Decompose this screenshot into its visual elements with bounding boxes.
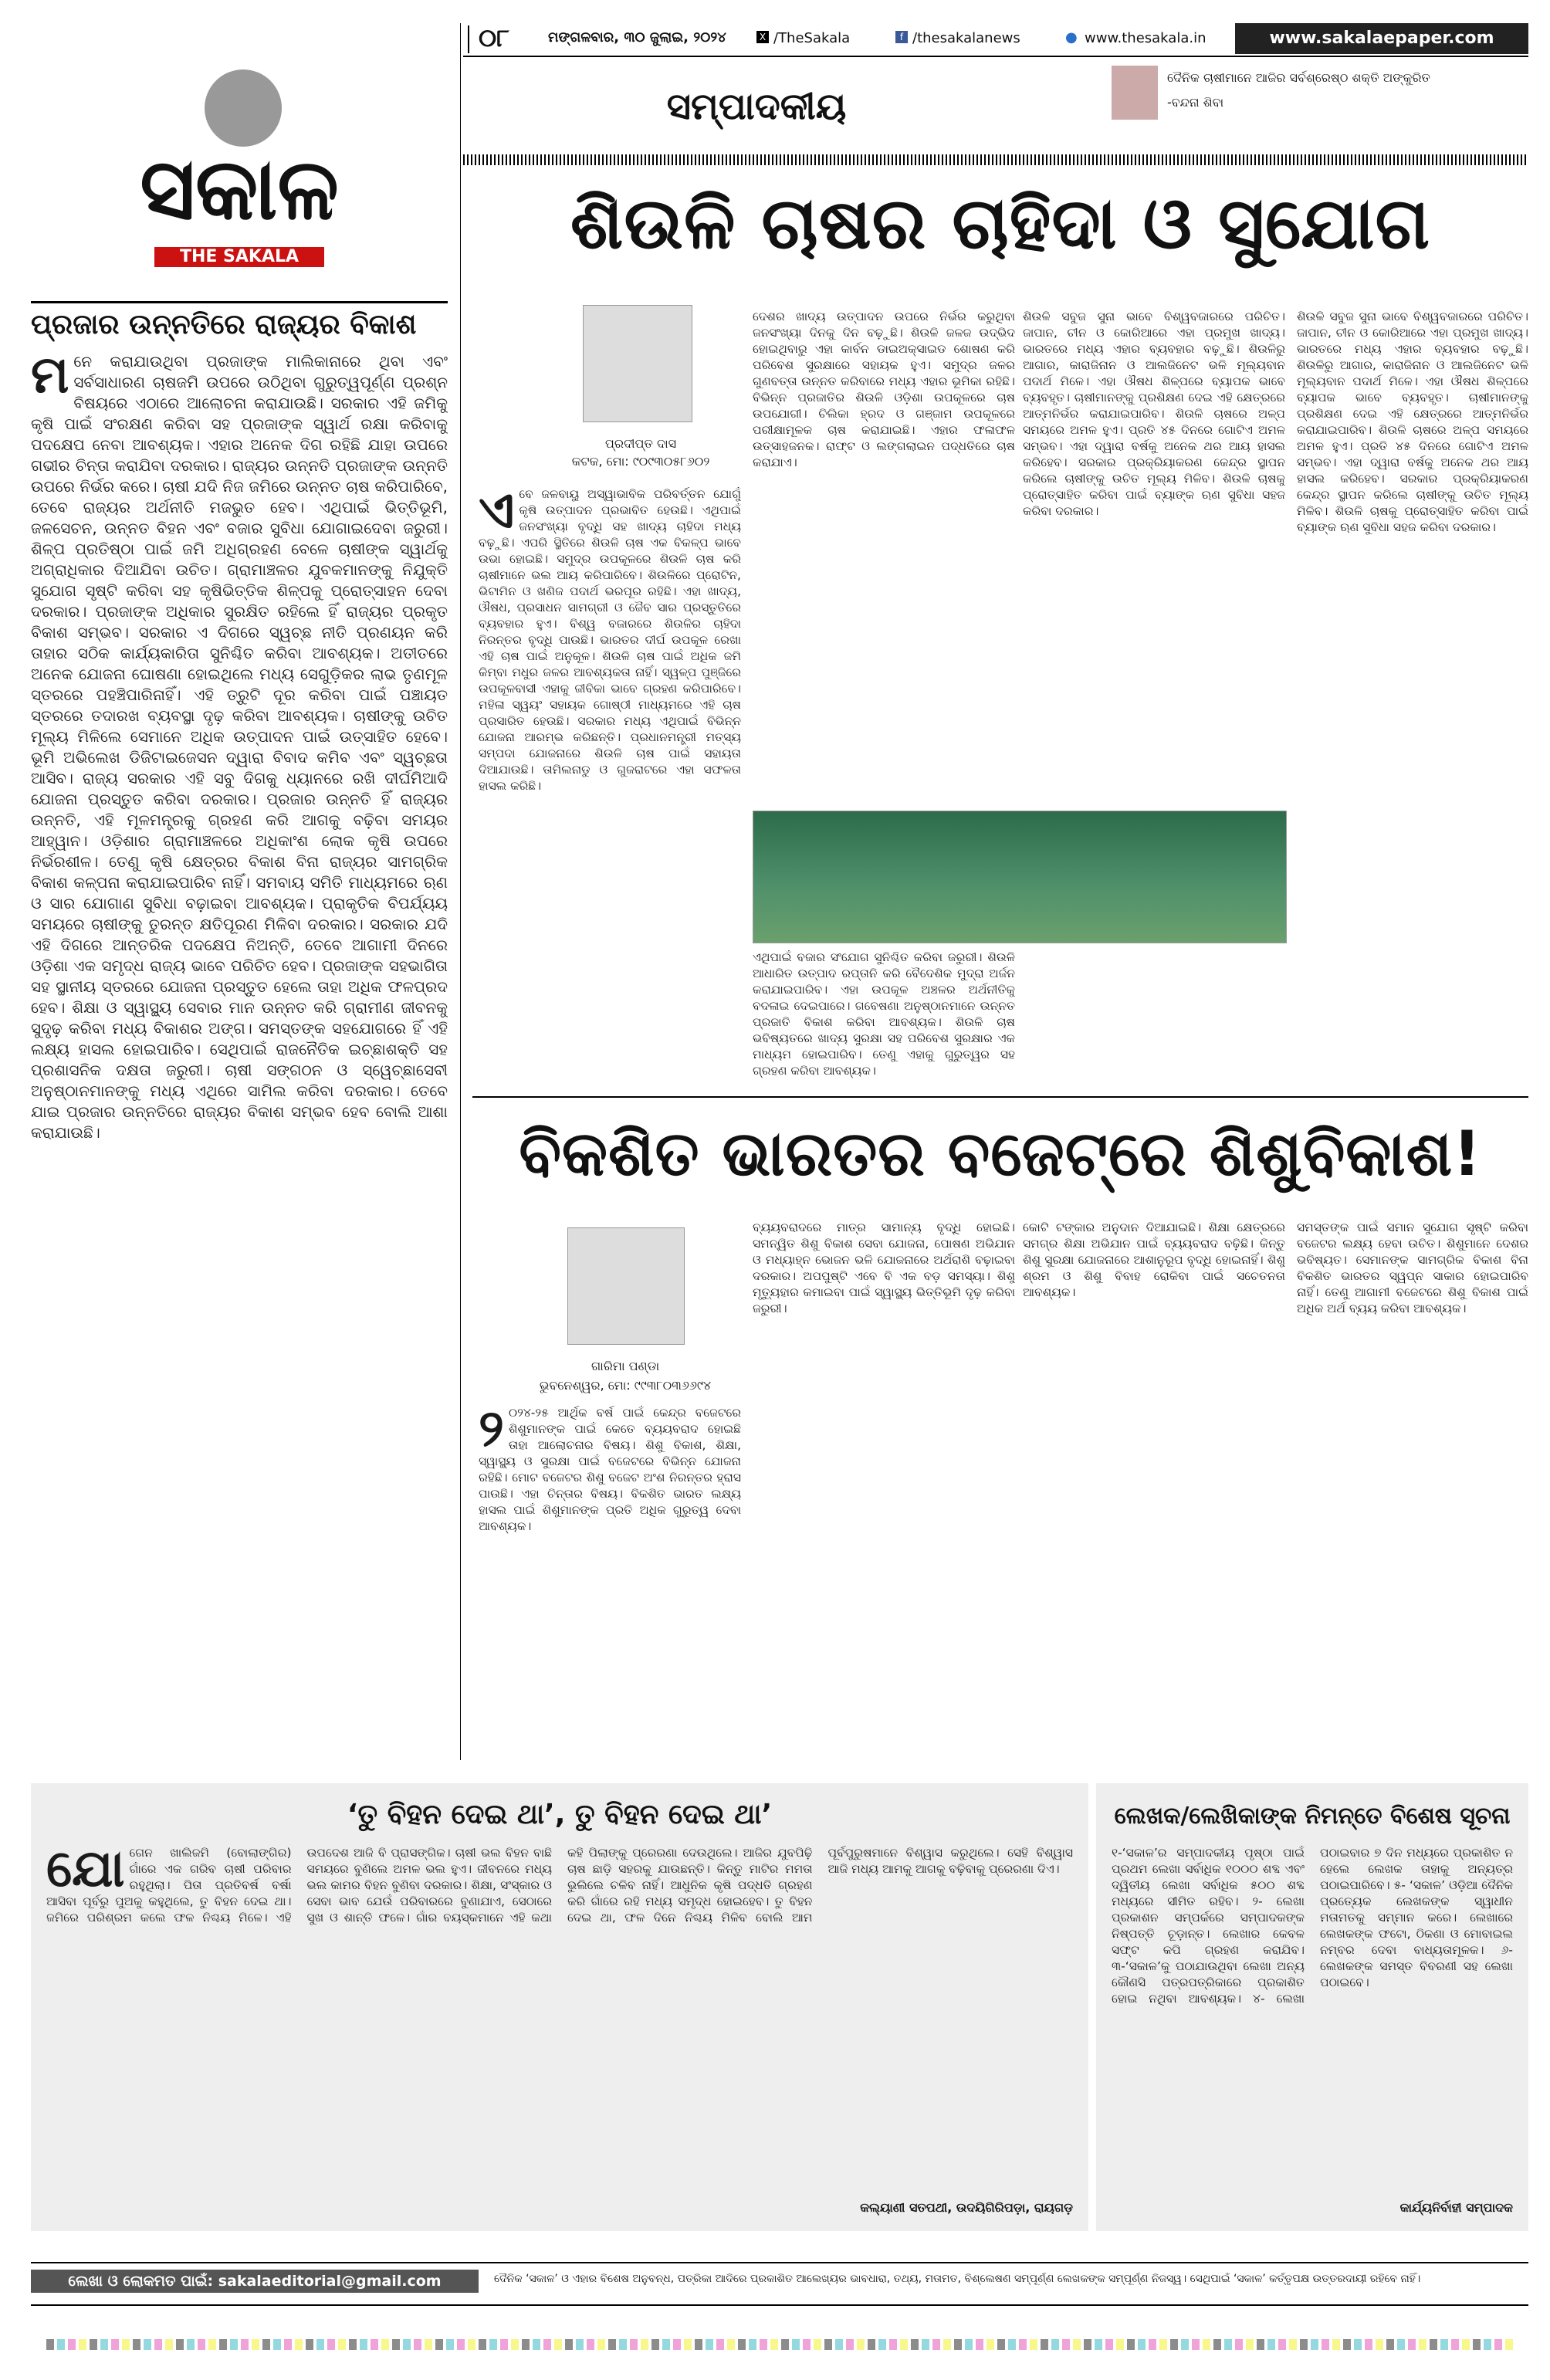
article2-author: ଗାରିମା ପଣ୍ଡା [591, 1359, 660, 1373]
article1-col2b-text: ଏଥିପାଇଁ ବଜାର ସଂଯୋଗ ସୁନିଶ୍ଚିତ କରିବା ଜରୁରୀ। ଶିଉଳି ଆଧାରିତ ଉତ୍ପାଦ ରପ୍ତାନି କରି ବୈଦେଶିକ ମୁଦ୍ରା ଅର୍ଜନ କରାଯାଇପାରିବ। ଏହା ଉପକୂଳ ଅଞ୍ଚଳର ଅର୍ଥନୀତିକୁ ବଦଳାଇ ଦେଇପାରେ। ଗବେଷଣା ଅନୁଷ୍ଠାନମାନେ ଉନ୍ନତ ପ୍ରଜାତି ବିକାଶ କରିବା ଆବଶ୍ୟକ। ଶିଉଳି ଚାଷ ଭବିଷ୍ୟତରେ ଖାଦ୍ୟ ସୁରକ୍ଷା ସହ ପରିବେଶ ସୁରକ୍ଷାର ଏକ ମାଧ୍ୟମ ହୋଇପାରିବ। ତେଣୁ ଏହାକୁ ଗୁରୁତ୍ୱର ସହ ଗ୍ରହଣ କରିବା ଆବଶ୍ୟକ। [753, 950, 1015, 1078]
reader-headline: ‘ତୁ ବିହନ ଦେଇ ଥା’, ତୁ ବିହନ ଦେଇ ଥା’ [347, 1799, 773, 1830]
article1-col4 [1297, 309, 1528, 1088]
logo-en-strip: THE SAKALA [154, 247, 324, 267]
article1-author: ପ୍ରଦୀପ୍ତ ଦାସ [604, 436, 677, 451]
issue-date: ମଙ୍ଗଳବାର, ୩୦ ଜୁଲାଇ, ୨୦୨୪ [548, 29, 726, 46]
left-dropcap: ମ [31, 351, 69, 405]
article1-headline: ଶିଉଳି ଚାଷର ଚାହିଦା ଓ ସୁଯୋଗ [570, 182, 1431, 265]
logo-text: ସକାଳ [140, 140, 339, 239]
masthead [31, 23, 448, 278]
article2-dropcap: ୨ [479, 1405, 504, 1458]
article2-author-place: ଭୁବନେଶ୍ୱର, ମୋ: ୯୯୩୮୦୩୬୬୯୪ [539, 1378, 712, 1393]
epaper-link[interactable]: www.sakalaepaper.com [1235, 23, 1528, 54]
notice-box [1096, 1783, 1528, 2231]
quote-box [1112, 66, 1544, 127]
article1-col2-text: ଦେଶର ଖାଦ୍ୟ ଉତ୍ପାଦନ ଉପରେ ନିର୍ଭର କରୁଥିବା ଜନସଂଖ୍ୟା ଦିନକୁ ଦିନ ବଢ଼ୁଛି। ଶିଉଳି ଜଳଜ ଉଦ୍ଭିଦ ହୋଇଥିବାରୁ ଏହା କାର୍ବନ ଡାଇଅକ୍ସାଇଡ ଶୋଷଣ କରି ପରିବେଶ ସୁରକ୍ଷାରେ ସହାୟକ ହୁଏ। ସମୁଦ୍ର ଜଳର ଗୁଣବତ୍ତା ଉନ୍ନତ କରିବାରେ ମଧ୍ୟ ଏହାର ଭୂମିକା ରହିଛି। ବିଭିନ୍ନ ପ୍ରଜାତିର ଶିଉଳି ଓଡ଼ିଶା ଉପକୂଳରେ ଚାଷ ଉପଯୋଗୀ। ଚିଲିକା ହ୍ରଦ ଓ ଗଞ୍ଜାମ ଉପକୂଳରେ ପରୀକ୍ଷାମୂଳକ ଚାଷ କରାଯାଇଛି। ଏହାର ଫଳାଫଳ ଉତ୍ସାହଜନକ। ରାଫ୍ଟ ଓ ଲଙ୍ଗଲାଇନ ପଦ୍ଧତିରେ ଚାଷ କରାଯାଏ। [753, 310, 1015, 469]
quote-text: ଦୈନିକ ଚାଷୀମାନେ ଆଜିର ସର୍ବଶ୍ରେଷ୍ଠ ଶକ୍ତି ଅଙ୍କୁରିତ [1167, 70, 1430, 85]
reader-dropcap: ଯୋ [46, 1845, 125, 1898]
reader-body-text: ଗେନ ଖାଲିଜମି (ବୋଲାଙ୍ଗିର) ଗାଁରେ ଏକ ଗରିବ ଚାଷୀ ପରିବାର ରହୁଥିଲା। ପିତା ପ୍ରତିବର୍ଷ ବର୍ଷା ଆସିବା ପୂର୍ବରୁ ପୁଅକୁ କହୁଥିଲେ, ତୁ ବିହନ ଦେଇ ଥା। ଜମିରେ ପରିଶ୍ରମ କଲେ ଫଳ ନିଶ୍ଚୟ ମିଳେ। ଏହି ଉପଦେଶ ଆଜି ବି ପ୍ରାସଙ୍ଗିକ। ଚାଷୀ ଭଲ ବିହନ ବାଛି ସମୟରେ ବୁଣିଲେ ଅମଳ ଭଲ ହୁଏ। ଜୀବନରେ ମଧ୍ୟ ଭଲ କାମର ବିହନ ବୁଣିବା ଦରକାର। ଶିକ୍ଷା, ସଂସ୍କାର ଓ ସେବା ଭାବ ଯେଉଁ ପରିବାରରେ ବୁଣାଯାଏ, ସେଠାରେ ସୁଖ ଓ ଶାନ୍ତି ଫଳେ। ଗାଁର ବୟସ୍କମାନେ ଏହି କଥା କହି ପିଲାଙ୍କୁ ପ୍ରେରଣା ଦେଉଥିଲେ। ଆଜିର ଯୁବପିଢ଼ି ଚାଷ ଛାଡ଼ି ସହରକୁ ଯାଉଛନ୍ତି। କିନ୍ତୁ ମାଟିର ମମତା ଭୁଲିଲେ ଚଳିବ ନାହିଁ। ଆଧୁନିକ କୃଷି ପଦ୍ଧତି ଗ୍ରହଣ କରି ଗାଁରେ ରହି ମଧ୍ୟ ସମୃଦ୍ଧ ହୋଇହେବ। ତୁ ବିହନ ଦେଇ ଥା, ଫଳ ଦିନେ ନିଶ୍ଚୟ ମିଳିବ ବୋଲି ଆମ ପୂର୍ବପୁରୁଷମାନେ ବିଶ୍ୱାସ କରୁଥିଲେ। ସେହି ବିଶ୍ୱାସ ଆଜି ମଧ୍ୟ ଆମକୁ ଆଗକୁ ବଢ଼ିବାକୁ ପ୍ରେରଣା ଦିଏ। [46, 1846, 1073, 1925]
notice-signature: କାର୍ଯ୍ୟନିର୍ବାହୀ ସମ୍ପାଦକ [1399, 2200, 1513, 2215]
color-registration-strip [46, 2339, 1513, 2350]
article2-headline: ବିକଶିତ ଭାରତର ବଜେଟ୍‌ରେ ଶିଶୁବିକାଶ! [519, 1118, 1482, 1190]
article1-col3 [1023, 309, 1285, 807]
footer-email[interactable]: ଲେଖା ଓ ଲୋକମତ ପାଇଁ: sakalaeditorial@gmail.com [31, 2270, 479, 2293]
article1-col2b [753, 950, 1015, 1088]
article1-author-photo [583, 305, 692, 422]
top-bar [463, 23, 1528, 57]
twitter-icon: X [756, 31, 769, 43]
notice-body-text: ୧-‘ସକାଳ’ର ସମ୍ପାଦକୀୟ ପୃଷ୍ଠା ପାଇଁ ପ୍ରଥମ ଲେଖା ସର୍ବାଧିକ ୧୦୦୦ ଶବ୍ଦ ଏବଂ ଦ୍ୱିତୀୟ ଲେଖା ସର୍ବାଧିକ ୫୦୦ ଶବ୍ଦ ମଧ୍ୟରେ ସୀମିତ ରହିବ। ୨- ଲେଖା ପ୍ରକାଶନ ସମ୍ପର୍କରେ ସମ୍ପାଦକଙ୍କ ନିଷ୍ପତ୍ତି ଚୂଡ଼ାନ୍ତ। ଲେଖାର କେବଳ ସଫ୍ଟ କପି ଗ୍ରହଣ କରାଯିବ। ୩-‘ସକାଳ’କୁ ପଠାଯାଉଥିବା ଲେଖା ଅନ୍ୟ କୌଣସି ପତ୍ରପତ୍ରିକାରେ ପ୍ରକାଶିତ ହୋଇ ନଥିବା ଆବଶ୍ୟକ। ୪- ଲେଖା ପଠାଇବାର ୭ ଦିନ ମଧ୍ୟରେ ପ୍ରକାଶିତ ନ ହେଲେ ଲେଖକ ତାହାକୁ ଅନ୍ୟତ୍ର ପଠାଇପାରିବେ। ୫- ‘ସକାଳ’ ଓଡ଼ିଆ ଦୈନିକ ପ୍ରତ୍ୟେକ ଲେଖକଙ୍କ ସ୍ୱାଧୀନ ମତାମତକୁ ସମ୍ମାନ କରେ। ଲେଖାରେ ଲେଖକଙ୍କ ଫଟୋ, ଠିକଣା ଓ ମୋବାଇଲ ନମ୍ବର ଦେବା ବାଧ୍ୟତାମୂଳକ। ୬- ଲେଖକଙ୍କ ସମସ୍ତ ବିବରଣୀ ସହ ଲେଖା ପଠାଇବେ। [1112, 1846, 1513, 2006]
article1-seaweed-photo [753, 811, 1287, 943]
globe-icon: ● [1065, 29, 1078, 46]
article2-col1 [479, 1405, 741, 1749]
twitter-handle[interactable]: /TheSakala [773, 30, 851, 46]
left-headline: ପ୍ରଜାର ଉନ୍ନତିରେ ରାଜ୍ୟର ବିକାଶ [31, 309, 417, 340]
article2-author-photo [567, 1227, 685, 1345]
article2-col4-text: ସମସ୍ତଙ୍କ ପାଇଁ ସମାନ ସୁଯୋଗ ସୃଷ୍ଟି କରିବା ବଜେଟର ଲକ୍ଷ୍ୟ ହେବା ଉଚିତ। ଶିଶୁମାନେ ଦେଶର ଭବିଷ୍ୟତ। ସେମାନଙ୍କ ସାମଗ୍ରିକ ବିକାଶ ବିନା ବିକଶିତ ଭାରତର ସ୍ୱପ୍ନ ସାକାର ହୋଇପାରିବ ନାହିଁ। ତେଣୁ ଆଗାମୀ ବଜେଟରେ ଶିଶୁ ବିକାଶ ପାଇଁ ଅଧିକ ଅର୍ଥ ବ୍ୟୟ କରିବା ଆବଶ୍ୟକ। [1297, 1220, 1528, 1315]
article2-col3 [1023, 1220, 1285, 1749]
footer-disclaimer: ଦୈନିକ ‘ସକାଳ’ ଓ ଏହାର ବିଶେଷ ଅନୁବନ୍ଧ, ପତ୍ରିକା ଆଦିରେ ପ୍ରକାଶିତ ଆଲେଖ୍ୟର ଭାବଧାରା, ତଥ୍ୟ, ମତାମତ, ବିଶ୍ଲେଷଣ ସମ୍ପୂର୍ଣ୍ଣ ଲେଖକଙ୍କ ସମ୍ପୂର୍ଣ୍ଣ ନିଜସ୍ୱ। ସେଥିପାଇଁ ‘ସକାଳ’ କର୍ତ୍ତୃପକ୍ଷ ଉତ୍ତରଦାୟୀ ରହିବେ ନାହିଁ। [494, 2273, 1421, 2285]
article1-dropcap: ଏ [479, 486, 515, 540]
article1-author-place: କଟକ, ମୋ: ୯୦୯୩୦୫୮୬୦୨ [571, 454, 710, 469]
article2-col2 [753, 1220, 1015, 1749]
reader-box [31, 1783, 1088, 2231]
website-link[interactable]: www.thesakala.in [1085, 30, 1206, 46]
article1-col3-text: ଶିଉଳି ସବୁଜ ସୁନା ଭାବେ ବିଶ୍ୱବଜାରରେ ପରିଚିତ। ଜାପାନ, ଚୀନ ଓ କୋରିଆରେ ଏହା ପ୍ରମୁଖ ଖାଦ୍ୟ। ଭାରତରେ ମଧ୍ୟ ଏହାର ବ୍ୟବହାର ବଢ଼ୁଛି। ଶିଉଳିରୁ ଆଗାର, କାରାଜିନାନ ଓ ଆଲଜିନେଟ ଭଳି ମୂଲ୍ୟବାନ ପଦାର୍ଥ ମିଳେ। ଏହା ଔଷଧ ଶିଳ୍ପରେ ବ୍ୟାପକ ଭାବେ ବ୍ୟବହୃତ। ଚାଷୀମାନଙ୍କୁ ପ୍ରଶିକ୍ଷଣ ଦେଇ ଏହି କ୍ଷେତ୍ରରେ ଆତ୍ମନିର୍ଭର କରାଯାଇପାରିବ। ଶିଉଳି ଚାଷରେ ଅଳ୍ପ ସମୟରେ ଅମଳ ହୁଏ। ପ୍ରତି ୪୫ ଦିନରେ ଗୋଟିଏ ଅମଳ ସମ୍ଭବ। ଏହା ଦ୍ୱାରା ବର୍ଷକୁ ଅନେକ ଥର ଆୟ ହାସଲ କରିହେବ। ସରକାର ପ୍ରକ୍ରିୟାକରଣ କେନ୍ଦ୍ର ସ୍ଥାପନ କରିଲେ ଚାଷୀଙ୍କୁ ଉଚିତ ମୂଲ୍ୟ ମିଳିବ। ଶିଉଳି ଚାଷକୁ ପ୍ରୋତ୍ସାହିତ କରିବା ପାଇଁ ବ୍ୟାଙ୍କ ଋଣ ସୁବିଧା ସହଜ କରିବା ଦରକାର। [1023, 310, 1285, 518]
article1-col1 [479, 486, 741, 1088]
article2-col1-text: ୦୨୪-୨୫ ଆର୍ଥିକ ବର୍ଷ ପାଇଁ କେନ୍ଦ୍ର ବଜେଟରେ ଶିଶୁମାନଙ୍କ ପାଇଁ କେତେ ବ୍ୟୟବରାଦ ହୋଇଛି ତାହା ଆଲୋଚନାର ବିଷୟ। ଶିଶୁ ବିକାଶ, ଶିକ୍ଷା, ସ୍ୱାସ୍ଥ୍ୟ ଓ ସୁରକ୍ଷା ପାଇଁ ବଜେଟରେ ବିଭିନ୍ନ ଯୋଜନା ରହିଛି। ମୋଟ ବଜେଟର ଶିଶୁ ବଜେଟ ଅଂଶ ନିରନ୍ତର ହ୍ରାସ ପାଉଛି। ଏହା ଚିନ୍ତାର ବିଷୟ। ବିକଶିତ ଭାରତ ଲକ୍ଷ୍ୟ ହାସଲ ପାଇଁ ଶିଶୁମାନଙ୍କ ପ୍ରତି ଅଧିକ ଗୁରୁତ୍ୱ ଦେବା ଆବଶ୍ୟକ। [479, 1406, 741, 1533]
article1-col4-text: ଶିଉଳି ସବୁଜ ସୁନା ଭାବେ ବିଶ୍ୱବଜାରରେ ପରିଚିତ। ଜାପାନ, ଚୀନ ଓ କୋରିଆରେ ଏହା ପ୍ରମୁଖ ଖାଦ୍ୟ। ଭାରତରେ ମଧ୍ୟ ଏହାର ବ୍ୟବହାର ବଢ଼ୁଛି। ଶିଉଳିରୁ ଆଗାର, କାରାଜିନାନ ଓ ଆଲଜିନେଟ ଭଳି ମୂଲ୍ୟବାନ ପଦାର୍ଥ ମିଳେ। ଏହା ଔଷଧ ଶିଳ୍ପରେ ବ୍ୟାପକ ଭାବେ ବ୍ୟବହୃତ। ଚାଷୀମାନଙ୍କୁ ପ୍ରଶିକ୍ଷଣ ଦେଇ ଏହି କ୍ଷେତ୍ରରେ ଆତ୍ମନିର୍ଭର କରାଯାଇପାରିବ। ଶିଉଳି ଚାଷରେ ଅଳ୍ପ ସମୟରେ ଅମଳ ହୁଏ। ପ୍ରତି ୪୫ ଦିନରେ ଗୋଟିଏ ଅମଳ ସମ୍ଭବ। ଏହା ଦ୍ୱାରା ବର୍ଷକୁ ଅନେକ ଥର ଆୟ ହାସଲ କରିହେବ। ସରକାର ପ୍ରକ୍ରିୟାକରଣ କେନ୍ଦ୍ର ସ୍ଥାପନ କରିଲେ ଚାଷୀଙ୍କୁ ଉଚିତ ମୂଲ୍ୟ ମିଳିବ। ଶିଉଳି ଚାଷକୁ ପ୍ରୋତ୍ସାହିତ କରିବା ପାଇଁ ବ୍ୟାଙ୍କ ଋଣ ସୁବିଧା ସହଜ କରିବା ଦରକାର। [1297, 310, 1528, 534]
section-title: ସମ୍ପାଦକୀୟ [666, 85, 847, 128]
reader-signature: କଲ୍ୟାଣୀ ସତପଥୀ, ଉଦୟିଗିରିପଡ଼ା, ରାୟଗଡ଼ [860, 2200, 1073, 2215]
quote-author: -ବନ୍ଦନା ଶିବା [1167, 95, 1224, 110]
article1-col1-text: ବେ ଜଳବାୟୁ ଅସ୍ୱାଭାବିକ ପରିବର୍ତ୍ତନ ଯୋଗୁଁ କୃଷି ଉତ୍ପାଦନ ପ୍ରଭାବିତ ହେଉଛି। ଏଥିପାଇଁ ଜନସଂଖ୍ୟା ବୃଦ୍ଧି ସହ ଖାଦ୍ୟ ଚାହିଦା ମଧ୍ୟ ବଢ଼ୁଛି। ଏପରି ସ୍ଥିତିରେ ଶିଉଳି ଚାଷ ଏକ ବିକଳ୍ପ ଭାବେ ଉଭା ହୋଇଛି। ସମୁଦ୍ର ଉପକୂଳରେ ଶିଉଳି ଚାଷ କରି ଚାଷୀମାନେ ଭଲ ଆୟ କରିପାରିବେ। ଶିଉଳିରେ ପ୍ରୋଟିନ, ଭିଟାମିନ ଓ ଖଣିଜ ପଦାର୍ଥ ଭରପୂର ରହିଛି। ଏହା ଖାଦ୍ୟ, ଔଷଧ, ପ୍ରସାଧନ ସାମଗ୍ରୀ ଓ ଜୈବ ସାର ପ୍ରସ୍ତୁତିରେ ବ୍ୟବହାର ହୁଏ। ବିଶ୍ୱ ବଜାରରେ ଶିଉଳିର ଚାହିଦା ନିରନ୍ତର ବୃଦ୍ଧି ପାଉଛି। ଭାରତର ଦୀର୍ଘ ଉପକୂଳ ରେଖା ଏହି ଚାଷ ପାଇଁ ଅନୁକୂଳ। ଶିଉଳି ଚାଷ ପାଇଁ ଅଧିକ ଜମି କିମ୍ବା ମଧୁର ଜଳର ଆବଶ୍ୟକତା ନାହିଁ। ସ୍ୱଳ୍ପ ପୁଞ୍ଜିରେ ଉପକୂଳବାସୀ ଏହାକୁ ଜୀବିକା ଭାବେ ଗ୍ରହଣ କରିପାରିବେ। ମହିଳା ସ୍ୱୟଂ ସହାୟକ ଗୋଷ୍ଠୀ ମାଧ୍ୟମରେ ଏହି ଚାଷ ପ୍ରସାରିତ ହେଉଛି। ସରକାର ମଧ୍ୟ ଏଥିପାଇଁ ବିଭିନ୍ନ ଯୋଜନା ଆରମ୍ଭ କରିଛନ୍ତି। ପ୍ରଧାନମନ୍ତ୍ରୀ ମତ୍ସ୍ୟ ସମ୍ପଦା ଯୋଜନାରେ ଶିଉଳି ଚାଷ ପାଇଁ ସହାୟତା ଦିଆଯାଉଛି। ତାମିଲନାଡୁ ଓ ଗୁଜରାଟରେ ଏହା ସଫଳତା ହାସଲ କରିଛି। [479, 487, 741, 793]
article2-col4 [1297, 1220, 1528, 1749]
pen-emblem-icon [205, 69, 282, 147]
left-body [31, 351, 448, 1749]
left-body-text: ନେ କରାଯାଉଥିବା ପ୍ରଜାଙ୍କ ମାଲିକାନାରେ ଥିବା ଏବଂ ସର୍ବସାଧାରଣ ଚାଷଜମି ଉପରେ ଉଠିଥିବା ଗୁରୁତ୍ୱପୂର୍ଣ୍ଣ ପ୍ରଶ୍ନ ବିଷୟରେ ଏଠାରେ ଆଲୋଚନା କରାଯାଉଛି। ସରକାର ଏହି ଜମିକୁ କୃଷି ପାଇଁ ସଂରକ୍ଷଣ କରିବା ସହ ପ୍ରଜାଙ୍କ ସ୍ୱାର୍ଥ ରକ୍ଷା କରିବାକୁ ପଦକ୍ଷେପ ନେବା ଆବଶ୍ୟକ। ଏହାର ଅନେକ ଦିଗ ରହିଛି ଯାହା ଉପରେ ଗଭୀର ଚିନ୍ତା କରାଯିବା ଦରକାର। ରାଜ୍ୟର ଉନ୍ନତି ପ୍ରଜାଙ୍କ ଉନ୍ନତି ଉପରେ ନିର୍ଭର କରେ। ଚାଷୀ ଯଦି ନିଜ ଜମିରେ ଉନ୍ନତ ଚାଷ କରିପାରିବେ, ତେବେ ରାଜ୍ୟର ଅର୍ଥନୀତି ମଜଭୁତ ହେବ। ଏଥିପାଇଁ ଭିତ୍ତିଭୂମି, ଜଳସେଚନ, ଉନ୍ନତ ବିହନ ଏବଂ ବଜାର ସୁବିଧା ଯୋଗାଇଦେବା ଜରୁରୀ। ଶିଳ୍ପ ପ୍ରତିଷ୍ଠା ପାଇଁ ଜମି ଅଧିଗ୍ରହଣ ବେଳେ ଚାଷୀଙ୍କ ସ୍ୱାର୍ଥକୁ ଅଗ୍ରାଧିକାର ଦିଆଯିବା ଉଚିତ। ଗ୍ରାମାଞ୍ଚଳର ଯୁବକମାନଙ୍କୁ ନିଯୁକ୍ତି ସୁଯୋଗ ସୃଷ୍ଟି କରିବା ସହ କୃଷିଭିତ୍ତିକ ଶିଳ୍ପକୁ ପ୍ରୋତ୍ସାହନ ଦେବା ଦରକାର। ପ୍ରଜାଙ୍କ ଅଧିକାର ସୁରକ୍ଷିତ ରହିଲେ ହିଁ ରାଜ୍ୟର ପ୍ରକୃତ ବିକାଶ ସମ୍ଭବ। ସରକାର ଏ ଦିଗରେ ସ୍ୱଚ୍ଛ ନୀତି ପ୍ରଣୟନ କରି ତାହାର ସଠିକ କାର୍ଯ୍ୟକାରିତା ସୁନିଶ୍ଚିତ କରିବା ଆବଶ୍ୟକ। ଅତୀତରେ ଅନେକ ଯୋଜନା ଘୋଷଣା ହୋଇଥିଲେ ମଧ୍ୟ ସେଗୁଡ଼ିକର ଲାଭ ତୃଣମୂଳ ସ୍ତରରେ ପହଞ୍ଚିପାରିନାହିଁ। ଏହି ତ୍ରୁଟି ଦୂର କରିବା ପାଇଁ ପଞ୍ଚାୟତ ସ୍ତରରେ ତଦାରଖ ବ୍ୟବସ୍ଥା ଦୃଢ଼ କରିବା ଆବଶ୍ୟକ। ଚାଷୀଙ୍କୁ ଉଚିତ ମୂଲ୍ୟ ମିଳିଲେ ସେମାନେ ଅଧିକ ଉତ୍ପାଦନ ପାଇଁ ଉତ୍ସାହିତ ହେବେ। ଭୂମି ଅଭିଲେଖ ଡିଜିଟାଇଜେସନ ଦ୍ୱାରା ବିବାଦ କମିବ ଏବଂ ସ୍ୱଚ୍ଛତା ଆସିବ। ରାଜ୍ୟ ସରକାର ଏହି ସବୁ ଦିଗକୁ ଧ୍ୟାନରେ ରଖି ଦୀର୍ଘମିଆଦି ଯୋଜନା ପ୍ରସ୍ତୁତ କରିବା ଦରକାର। ପ୍ରଜାର ଉନ୍ନତି ହିଁ ରାଜ୍ୟର ଉନ୍ନତି, ଏହି ମୂଳମନ୍ତ୍ରକୁ ଗ୍ରହଣ କରି ଆଗକୁ ବଢ଼ିବା ସମୟର ଆହ୍ୱାନ। ଓଡ଼ିଶାର ଗ୍ରାମାଞ୍ଚଳରେ ଅଧିକାଂଶ ଲୋକ କୃଷି ଉପରେ ନିର୍ଭରଶୀଳ। ତେଣୁ କୃଷି କ୍ଷେତ୍ରର ବିକାଶ ବିନା ରାଜ୍ୟର ସାମଗ୍ରିକ ବିକାଶ କଳ୍ପନା କରାଯାଇପାରିବ ନାହିଁ। ସମବାୟ ସମିତି ମାଧ୍ୟମରେ ଋଣ ଓ ସାର ଯୋଗାଣ ସୁବିଧା ବଢ଼ାଇବା ଆବଶ୍ୟକ। ପ୍ରାକୃତିକ ବିପର୍ଯ୍ୟୟ ସମୟରେ ଚାଷୀଙ୍କୁ ତୁରନ୍ତ କ୍ଷତିପୂରଣ ମିଳିବା ଦରକାର। ସରକାର ଯଦି ଏହି ଦିଗରେ ଆନ୍ତରିକ ପଦକ୍ଷେପ ନିଅନ୍ତି, ତେବେ ଆଗାମୀ ଦିନରେ ଓଡ଼ିଶା ଏକ ସମୃଦ୍ଧ ରାଜ୍ୟ ଭାବେ ପରିଚିତ ହେବ। ପ୍ରଜାଙ୍କ ସହଭାଗିତା ସହ ସ୍ଥାନୀୟ ସ୍ତରରେ ଯୋଜନା ପ୍ରସ୍ତୁତ ହେଲେ ତାହା ଅଧିକ ଫଳପ୍ରଦ ହେବ। ଶିକ୍ଷା ଓ ସ୍ୱାସ୍ଥ୍ୟ ସେବାର ମାନ ଉନ୍ନତ କରି ଗ୍ରାମୀଣ ଜୀବନକୁ ସୁଦୃଢ଼ କରିବା ମଧ୍ୟ ବିକାଶର ଅଙ୍ଗ। ସମସ୍ତଙ୍କ ସହଯୋଗରେ ହିଁ ଏହି ଲକ୍ଷ୍ୟ ହାସଲ ହୋଇପାରିବ। ସେଥିପାଇଁ ରାଜନୈତିକ ଇଚ୍ଛାଶକ୍ତି ସହ ପ୍ରଶାସନିକ ଦକ୍ଷତା ଜରୁରୀ। ଚାଷୀ ସଙ୍ଗଠନ ଓ ସ୍ୱେଚ୍ଛାସେବୀ ଅନୁଷ୍ଠାନମାନଙ୍କୁ ମଧ୍ୟ ଏଥିରେ ସାମିଲ କରିବା ଦରକାର। ତେବେ ଯାଇ ପ୍ରଜାର ଉନ୍ନତିରେ ରାଜ୍ୟର ବିକାଶ ସମ୍ଭବ ହେବ ବୋଲି ଆଶା କରାଯାଉଛି। [31, 352, 448, 1142]
article2-col3-text: କୋଟି ଟଙ୍କାର ଅନୁଦାନ ଦିଆଯାଇଛି। ଶିକ୍ଷା କ୍ଷେତ୍ରରେ ସମଗ୍ର ଶିକ୍ଷା ଅଭିଯାନ ପାଇଁ ବ୍ୟୟବରାଦ ବଢ଼ିଛି। କିନ୍ତୁ ଶିଶୁ ସୁରକ୍ଷା ଯୋଜନାରେ ଆଶାନୁରୂପ ବୃଦ୍ଧି ହୋଇନାହିଁ। ଶିଶୁ ଶ୍ରମ ଓ ଶିଶୁ ବିବାହ ରୋକିବା ପାଇଁ ସଚେତନତା ଆବଶ୍ୟକ। [1023, 1220, 1285, 1299]
author-avatar [1112, 66, 1158, 120]
article1-col2 [753, 309, 1015, 807]
notice-body [1112, 1845, 1513, 2185]
facebook-handle[interactable]: /thesakalanews [912, 30, 1020, 46]
notice-title: ଲେଖକ/ଲେଖିକାଙ୍କ ନିମନ୍ତେ ବିଶେଷ ସୂଚନା [1114, 1803, 1511, 1830]
reader-body [46, 1845, 1073, 2185]
article2-col2-text: ବ୍ୟୟବରାଦରେ ମାତ୍ର ସାମାନ୍ୟ ବୃଦ୍ଧି ହୋଇଛି। ସମନ୍ୱିତ ଶିଶୁ ବିକାଶ ସେବା ଯୋଜନା, ପୋଷଣ ଅଭିଯାନ ଓ ମଧ୍ୟାହ୍ନ ଭୋଜନ ଭଳି ଯୋଜନାରେ ଅର୍ଥରାଶି ବଢ଼ାଇବା ଦରକାର। ଅପପୁଷ୍ଟି ଏବେ ବି ଏକ ବଡ଼ ସମସ୍ୟା। ଶିଶୁ ମୃତ୍ୟୁହାର କମାଇବା ପାଇଁ ସ୍ୱାସ୍ଥ୍ୟ ଭିତ୍ତିଭୂମି ଦୃଢ଼ କରିବା ଜରୁରୀ। [753, 1220, 1015, 1315]
page-number: ୦୮ [479, 23, 509, 52]
facebook-icon: f [895, 31, 908, 43]
